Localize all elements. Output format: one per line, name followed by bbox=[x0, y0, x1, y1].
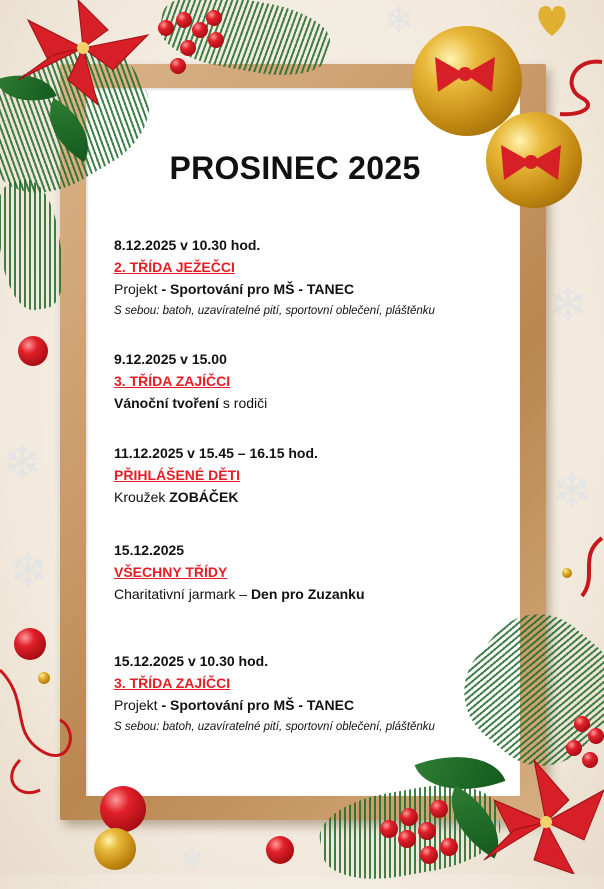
event-date: 15.12.2025 v 10.30 hod. bbox=[114, 653, 269, 669]
red-berry-icon bbox=[398, 830, 416, 848]
activity-prefix: Projekt bbox=[114, 281, 162, 297]
event-group: 3. TŘÍDA ZAJÍČCI bbox=[114, 373, 231, 389]
red-berry-icon bbox=[566, 740, 582, 756]
event-group: 3. TŘÍDA ZAJÍČCI bbox=[114, 675, 231, 691]
event-group: PŘIHLÁŠENÉ DĚTI bbox=[114, 467, 241, 483]
red-berry-icon bbox=[380, 820, 398, 838]
event-activity bbox=[114, 486, 534, 508]
red-berry-icon bbox=[574, 716, 590, 732]
activity-prefix: Charitativní jarmark – bbox=[114, 586, 251, 602]
event-group: 2. TŘÍDA JEŽEČCI bbox=[114, 259, 235, 275]
activity-suffix: s rodiči bbox=[219, 395, 268, 411]
event-date: 11.12.2025 v 15.45 – 16.15 hod. bbox=[114, 445, 318, 461]
event-activity bbox=[114, 392, 534, 414]
event-date: 8.12.2025 v 10.30 hod. bbox=[114, 237, 261, 253]
activity-bold: Den pro Zuzanku bbox=[250, 586, 365, 602]
activity-bold: Vánoční tvoření bbox=[114, 395, 220, 411]
snowflake-icon: ❄ bbox=[2, 437, 43, 490]
red-ornament-icon bbox=[100, 786, 146, 832]
event-activity bbox=[114, 583, 534, 605]
red-ornament-icon bbox=[18, 336, 48, 366]
event-activity bbox=[114, 694, 534, 716]
event-note: S sebou: batoh, uzavíratelné pití, sportovní oblečení, pláštěnku bbox=[114, 305, 435, 317]
event-group: VŠECHNY TŘÍDY bbox=[114, 564, 228, 580]
event-block bbox=[114, 234, 534, 322]
snowflake-icon: ❄ bbox=[548, 279, 589, 332]
page-title: PROSINEC 2025 bbox=[169, 150, 421, 186]
red-ribbon-icon bbox=[0, 660, 90, 810]
red-berry-icon bbox=[206, 10, 222, 26]
red-ribbon-icon bbox=[568, 536, 604, 606]
red-bow-icon bbox=[430, 52, 500, 102]
activity-prefix: Projekt bbox=[114, 697, 162, 713]
gold-heart-icon bbox=[532, 0, 572, 40]
red-berry-icon bbox=[158, 20, 174, 36]
red-ornament-icon bbox=[266, 836, 294, 864]
event-note: S sebou: batoh, uzavíratelné pití, sportovní oblečení, pláštěnku bbox=[114, 721, 435, 733]
event-block bbox=[114, 539, 534, 605]
event-date: 9.12.2025 v 15.00 bbox=[114, 351, 227, 367]
red-berry-icon bbox=[180, 40, 196, 56]
poinsettia-icon bbox=[474, 760, 604, 874]
event-date: 15.12.2025 bbox=[114, 542, 185, 558]
red-berry-icon bbox=[170, 58, 186, 74]
snowflake-icon: ❄ bbox=[8, 545, 49, 598]
snowflake-icon: ❄ bbox=[384, 0, 415, 40]
red-berry-icon bbox=[208, 32, 224, 48]
red-berry-icon bbox=[418, 822, 436, 840]
snowflake-icon: ❄ bbox=[180, 844, 206, 877]
poinsettia-icon bbox=[8, 0, 158, 110]
red-ornament-icon bbox=[14, 628, 46, 660]
red-berry-icon bbox=[430, 800, 448, 818]
red-berry-icon bbox=[176, 12, 192, 28]
gold-ornament-icon bbox=[562, 568, 572, 578]
activity-prefix: Kroužek bbox=[114, 489, 170, 505]
red-berry-icon bbox=[400, 808, 418, 826]
gold-ornament-icon bbox=[94, 828, 136, 870]
snowflake-icon: ❄ bbox=[552, 465, 593, 518]
red-berry-icon bbox=[588, 728, 604, 744]
event-block bbox=[114, 348, 534, 414]
red-berry-icon bbox=[440, 838, 458, 856]
event-block bbox=[114, 650, 534, 738]
activity-bold: - Sportování pro MŠ - TANEC bbox=[161, 281, 355, 297]
event-activity bbox=[114, 278, 534, 300]
activity-bold: ZOBÁČEK bbox=[169, 489, 239, 505]
red-berry-icon bbox=[420, 846, 438, 864]
red-ribbon-icon bbox=[552, 58, 604, 118]
red-berry-icon bbox=[192, 22, 208, 38]
event-block bbox=[114, 442, 534, 508]
activity-bold: - Sportování pro MŠ - TANEC bbox=[161, 697, 355, 713]
